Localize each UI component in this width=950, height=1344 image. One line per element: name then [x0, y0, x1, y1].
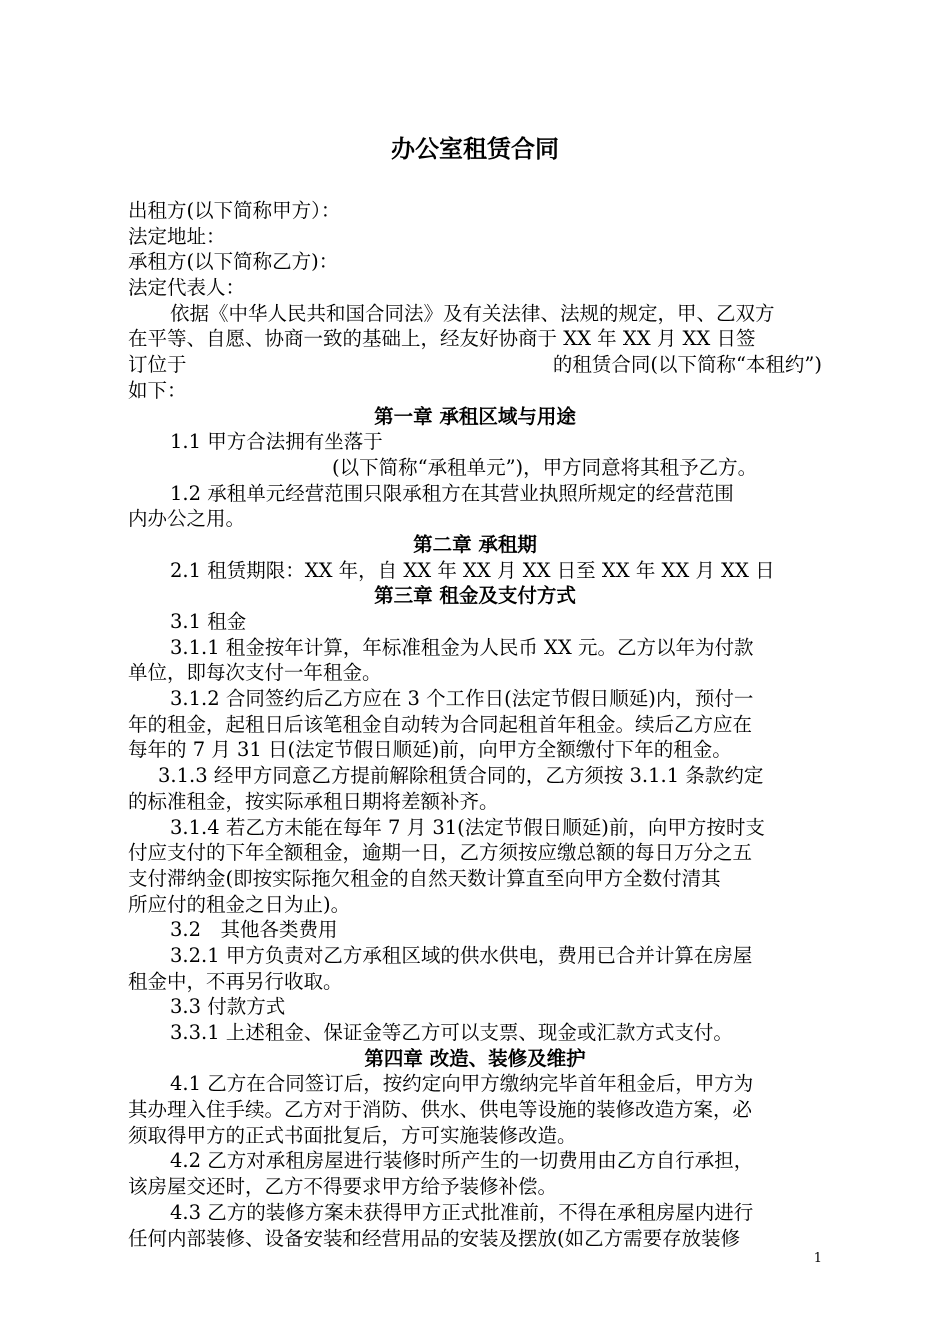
clause-line: 3.1.2 合同签约后乙方应在 3 个工作日(法定节假日顺延)内，预付一: [170, 687, 754, 711]
clause-line: 付应支付的下年全额租金，逾期一日，乙方须按应缴总额的每日万分之五: [128, 841, 753, 865]
clause-line: 年的租金，起租日后该笔租金自动转为合同起租首年租金。续后乙方应在: [128, 712, 753, 736]
clause-line: 4.1 乙方在合同签订后，按约定向甲方缴纳完毕首年租金后，甲方为: [170, 1072, 754, 1096]
clause-line: 3.3.1 上述租金、保证金等乙方可以支票、现金或汇款方式支付。: [170, 1021, 733, 1044]
page-number: 1: [813, 1251, 822, 1266]
clause-line: 租金中，不再另行收取。: [128, 969, 343, 993]
clause-line: (以下简称“承租单元”)，甲方同意将其租予乙方。: [332, 455, 758, 479]
clause-line: 每年的 7 月 31 日(法定节假日顺延)前，向甲方全额缴付下年的租金。: [128, 738, 732, 762]
clause-line: 4.2 乙方对承租房屋进行装修时所产生的一切费用由乙方自行承担，: [170, 1149, 754, 1173]
clause-line: 支付滞纳金(即按实际拖欠租金的自然天数计算直至向甲方全数付清其: [128, 866, 721, 890]
paragraph-line: 在平等、自愿、协商一致的基础上，经友好协商于 XX 年 XX 月 XX 日签: [128, 327, 756, 351]
clause-line: 须取得甲方的正式书面批复后，方可实施装修改造。: [128, 1123, 577, 1147]
clause-line: 4.3 乙方的装修方案未获得甲方正式批准前，不得在承租房屋内进行: [170, 1200, 754, 1224]
chapter-heading: 第三章 租金及支付方式: [374, 584, 576, 608]
clause-line: 任何内部装修、设备安装和经营用品的安装及摆放(如乙方需要存放装修: [128, 1226, 741, 1250]
legal-representative-line: 法定代表人：: [128, 276, 246, 300]
lessor-line: 出租方(以下简称甲方）：: [128, 199, 341, 222]
document-body: [128, 198, 822, 1251]
chapter-heading: 第一章 承租区域与用途: [374, 404, 576, 428]
chapter-heading: 第四章 改造、装修及维护: [364, 1046, 586, 1070]
clause-line: 的标准租金，按实际承租日期将差额补齐。: [128, 789, 499, 813]
paragraph-line-split: [128, 352, 822, 378]
paragraph-fragment: 的租赁合同(以下简称“本租约”): [552, 353, 822, 377]
clause-line: 3.3 付款方式: [170, 995, 286, 1019]
lessee-line: 承租方(以下简称乙方)：: [128, 250, 339, 274]
clause-line: 3.1.1 租金按年计算，年标准租金为人民币 XX 元。乙方以年为付款: [170, 635, 754, 659]
clause-line: 1.1 甲方合法拥有坐落于: [170, 430, 383, 454]
clause-line: 3.1.4 若乙方未能在每年 7 月 31(法定节假日顺延)前，向甲方按时支: [170, 815, 765, 839]
clause-line: 该房屋交还时，乙方不得要求甲方给予装修补偿。: [128, 1175, 558, 1199]
legal-address-line: 法定地址：: [128, 224, 226, 248]
document-title: 办公室租赁合同: [391, 134, 559, 163]
clause-line: 3.1 租金: [170, 610, 247, 633]
chapter-heading: 第二章 承租期: [413, 532, 537, 556]
clause-line: 1.2 承租单元经营范围只限承租方在其营业执照所规定的经营范围: [170, 481, 734, 505]
paragraph-line: 如下：: [128, 378, 187, 402]
clause-line: 其办理入住手续。乙方对于消防、供水、供电等设施的装修改造方案，必: [128, 1098, 753, 1122]
clause-line: 3.2.1 甲方负责对乙方承租区域的供水供电，费用已合并计算在房屋: [170, 943, 753, 967]
clause-line: 内办公之用。: [128, 507, 246, 531]
paragraph-line: 依据《中华人民共和国合同法》及有关法律、法规的规定，甲、乙双方: [170, 301, 775, 325]
clause-line: 3.1.3 经甲方同意乙方提前解除租赁合同的，乙方须按 3.1.1 条款约定: [158, 764, 764, 788]
clause-line: 2.1 租赁期限：XX 年，自 XX 年 XX 月 XX 日至 XX 年 XX 月 XX 日: [170, 558, 775, 582]
clause-line: 单位，即每次支付一年租金。: [128, 661, 382, 685]
paragraph-fragment: 订位于: [128, 353, 187, 377]
clause-line: 3.2 其他各类费用: [170, 918, 338, 942]
clause-line: 所应付的租金之日为止)。: [128, 892, 351, 916]
